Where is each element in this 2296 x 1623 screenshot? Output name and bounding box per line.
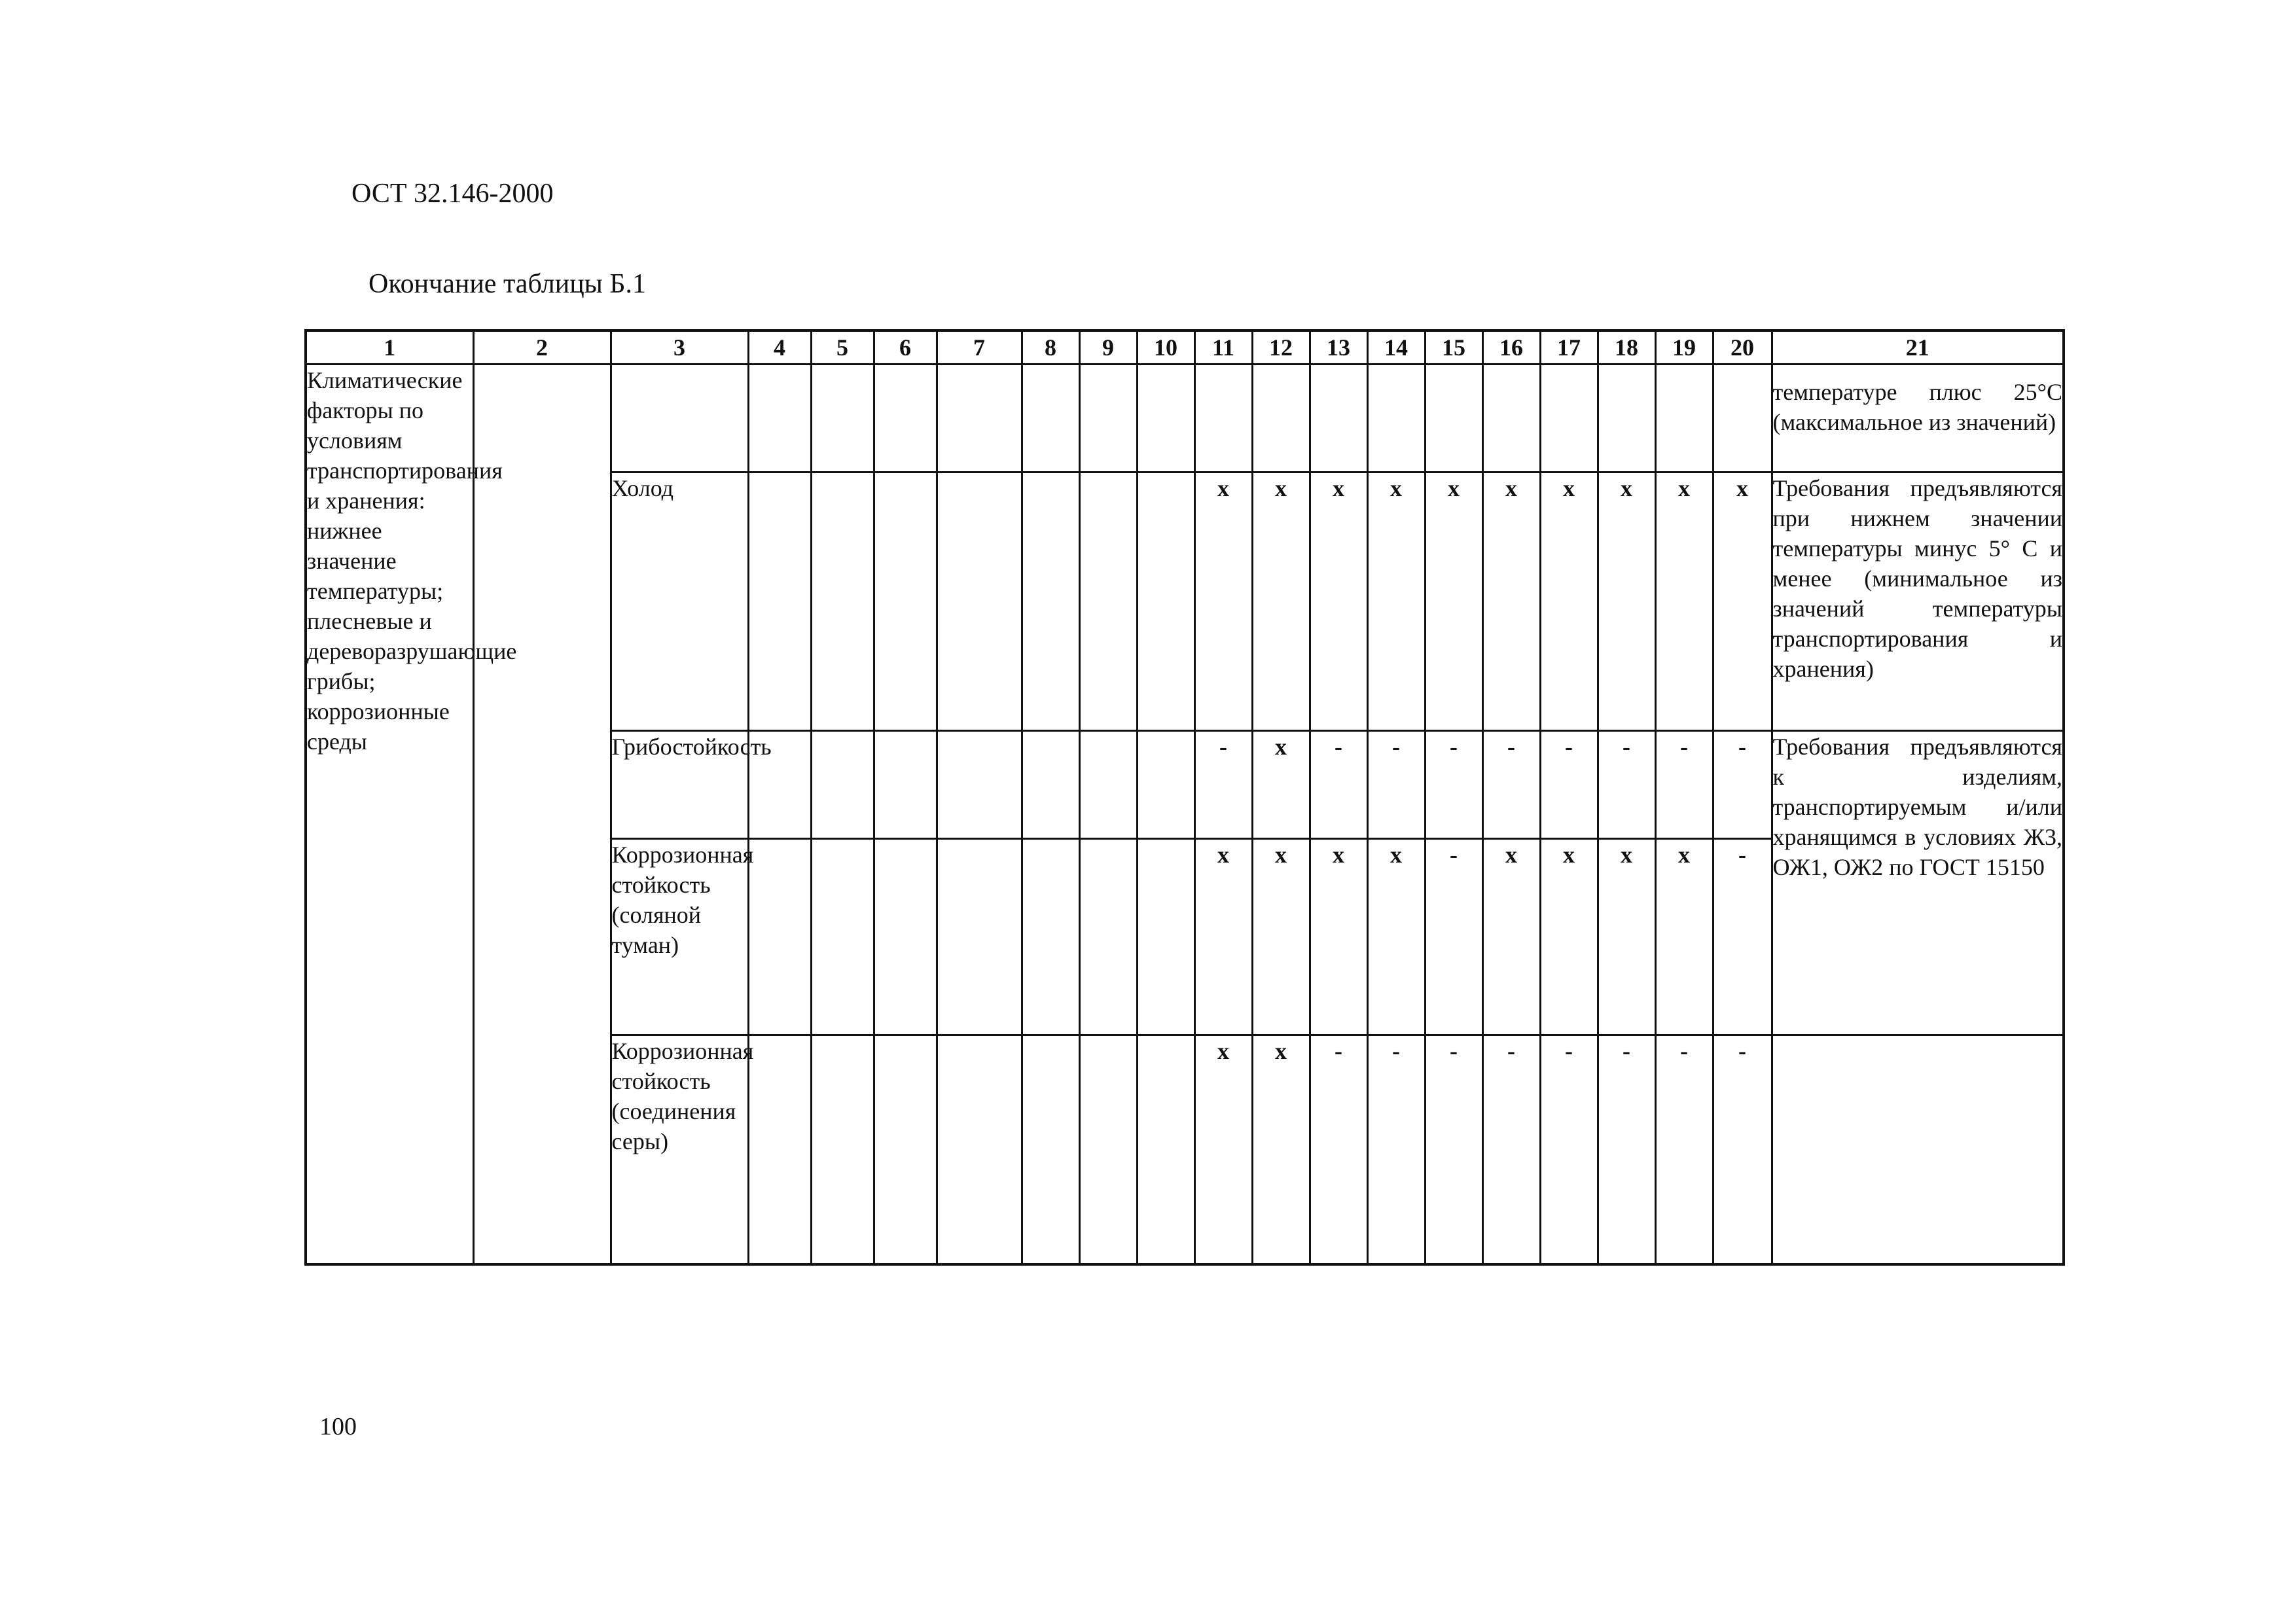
mark-cell: - [1367, 1035, 1425, 1264]
mark-cell: х [1540, 473, 1598, 731]
empty-cell [811, 839, 874, 1035]
mark-cell [1655, 365, 1713, 473]
column-header: 8 [1022, 330, 1079, 365]
table-header-row [306, 330, 2064, 365]
mark-cell: х [1655, 839, 1713, 1035]
empty-cell [874, 473, 937, 731]
empty-cell [1022, 365, 1079, 473]
mark-cell: - [1598, 1035, 1655, 1264]
mark-cell [1482, 365, 1540, 473]
note-cell [1772, 1035, 2064, 1264]
empty-cell [874, 731, 937, 839]
note-cell: Требования предъявляются к изделиям, транспортируемым и/или хранящимся в условиях Ж3, ОЖ1, ОЖ2 по ГОСТ 15150 [1772, 731, 2064, 1035]
empty-cell [811, 731, 874, 839]
mark-cell: - [1540, 731, 1598, 839]
column-header: 14 [1367, 330, 1425, 365]
mark-cell: - [1482, 731, 1540, 839]
empty-cell [1079, 365, 1137, 473]
mark-cell: - [1482, 1035, 1540, 1264]
condition-cell: Грибостойкость [611, 731, 748, 839]
condition-cell: Коррозионная стойкость (соляной туман) [611, 839, 748, 1035]
empty-cell [748, 839, 811, 1035]
empty-cell [811, 473, 874, 731]
column-header: 5 [811, 330, 874, 365]
condition-cell: Коррозионная стойкость (соединения серы) [611, 1035, 748, 1264]
note-cell: Требования предъявляются при нижнем значении температуры минус 5° С и менее (минимальное из значений температуры транспортирования и хранения) [1772, 473, 2064, 731]
empty-cell [874, 1035, 937, 1264]
note-cell: температуре плюс 25°С (максимальное из значений) [1772, 365, 2064, 473]
mark-cell: х [1310, 473, 1367, 731]
mark-cell: х [1194, 1035, 1252, 1264]
data-table [304, 329, 2065, 1266]
mark-cell: - [1655, 1035, 1713, 1264]
column-header: 19 [1655, 330, 1713, 365]
empty-cell [937, 473, 1022, 731]
mark-cell: х [1425, 473, 1482, 731]
mark-cell [1540, 365, 1598, 473]
mark-cell [1310, 365, 1367, 473]
mark-cell [1367, 365, 1425, 473]
empty-cell [1137, 731, 1194, 839]
mark-cell: - [1194, 731, 1252, 839]
column-header: 7 [937, 330, 1022, 365]
empty-cell [937, 1035, 1022, 1264]
empty-cell [1137, 839, 1194, 1035]
mark-cell: - [1425, 1035, 1482, 1264]
mark-cell: - [1713, 839, 1772, 1035]
mark-cell: х [1482, 839, 1540, 1035]
mark-cell: - [1425, 731, 1482, 839]
column-header: 17 [1540, 330, 1598, 365]
mark-cell: - [1598, 731, 1655, 839]
column-header: 20 [1713, 330, 1772, 365]
empty-cell [874, 365, 937, 473]
factor-cell: Климатические факторы по условиям транспортирования и хранения: нижнее значение температуры; плесневые и дереворазрушающие грибы; коррозионные среды [306, 365, 473, 1264]
mark-cell: х [1252, 731, 1310, 839]
mark-cell: х [1655, 473, 1713, 731]
mark-cell [1598, 365, 1655, 473]
table-caption: Окончание таблицы Б.1 [368, 269, 647, 299]
mark-cell: - [1425, 839, 1482, 1035]
mark-cell: х [1367, 839, 1425, 1035]
column-header: 21 [1772, 330, 2064, 365]
column-header: 3 [611, 330, 748, 365]
mark-cell: - [1655, 731, 1713, 839]
empty-cell [1137, 365, 1194, 473]
mark-cell: х [1252, 473, 1310, 731]
empty-cell [1079, 1035, 1137, 1264]
empty-cell [1079, 473, 1137, 731]
column-header: 9 [1079, 330, 1137, 365]
table-row [306, 365, 2064, 473]
empty-cell [748, 473, 811, 731]
column-header: 13 [1310, 330, 1367, 365]
mark-cell [1194, 365, 1252, 473]
mark-cell [1425, 365, 1482, 473]
column-header: 6 [874, 330, 937, 365]
empty-cell [748, 1035, 811, 1264]
mark-cell: х [1194, 839, 1252, 1035]
column-header: 15 [1425, 330, 1482, 365]
mark-cell: х [1367, 473, 1425, 731]
empty-cell [1079, 731, 1137, 839]
mark-cell: х [1482, 473, 1540, 731]
empty-cell [937, 365, 1022, 473]
mark-cell: х [1310, 839, 1367, 1035]
mark-cell: х [1252, 839, 1310, 1035]
empty-cell [1137, 1035, 1194, 1264]
mark-cell: - [1367, 731, 1425, 839]
empty-cell [1022, 473, 1079, 731]
empty-cell [1022, 731, 1079, 839]
mark-cell: х [1598, 473, 1655, 731]
mark-cell: - [1713, 1035, 1772, 1264]
mark-cell [1252, 365, 1310, 473]
page-number: 100 [319, 1413, 357, 1440]
empty-cell [1022, 1035, 1079, 1264]
column-header: 2 [473, 330, 611, 365]
mark-cell: х [1713, 473, 1772, 731]
mark-cell: - [1310, 1035, 1367, 1264]
column-header: 16 [1482, 330, 1540, 365]
empty-cell [1079, 839, 1137, 1035]
empty-cell [937, 731, 1022, 839]
column-header: 1 [306, 330, 473, 365]
column-header: 10 [1137, 330, 1194, 365]
empty-cell [937, 839, 1022, 1035]
mark-cell: - [1540, 1035, 1598, 1264]
empty-cell [473, 365, 611, 1264]
mark-cell: - [1713, 731, 1772, 839]
mark-cell: х [1540, 839, 1598, 1035]
empty-cell [811, 1035, 874, 1264]
empty-cell [1137, 473, 1194, 731]
mark-cell: х [1598, 839, 1655, 1035]
mark-cell [1713, 365, 1772, 473]
empty-cell [811, 365, 874, 473]
column-header: 4 [748, 330, 811, 365]
column-header: 12 [1252, 330, 1310, 365]
column-header: 11 [1194, 330, 1252, 365]
condition-cell [611, 365, 748, 473]
column-header: 18 [1598, 330, 1655, 365]
condition-cell: Холод [611, 473, 748, 731]
mark-cell: - [1310, 731, 1367, 839]
document-code: ОСТ 32.146-2000 [351, 179, 554, 209]
mark-cell: х [1252, 1035, 1310, 1264]
empty-cell [1022, 839, 1079, 1035]
empty-cell [748, 365, 811, 473]
empty-cell [874, 839, 937, 1035]
mark-cell: х [1194, 473, 1252, 731]
